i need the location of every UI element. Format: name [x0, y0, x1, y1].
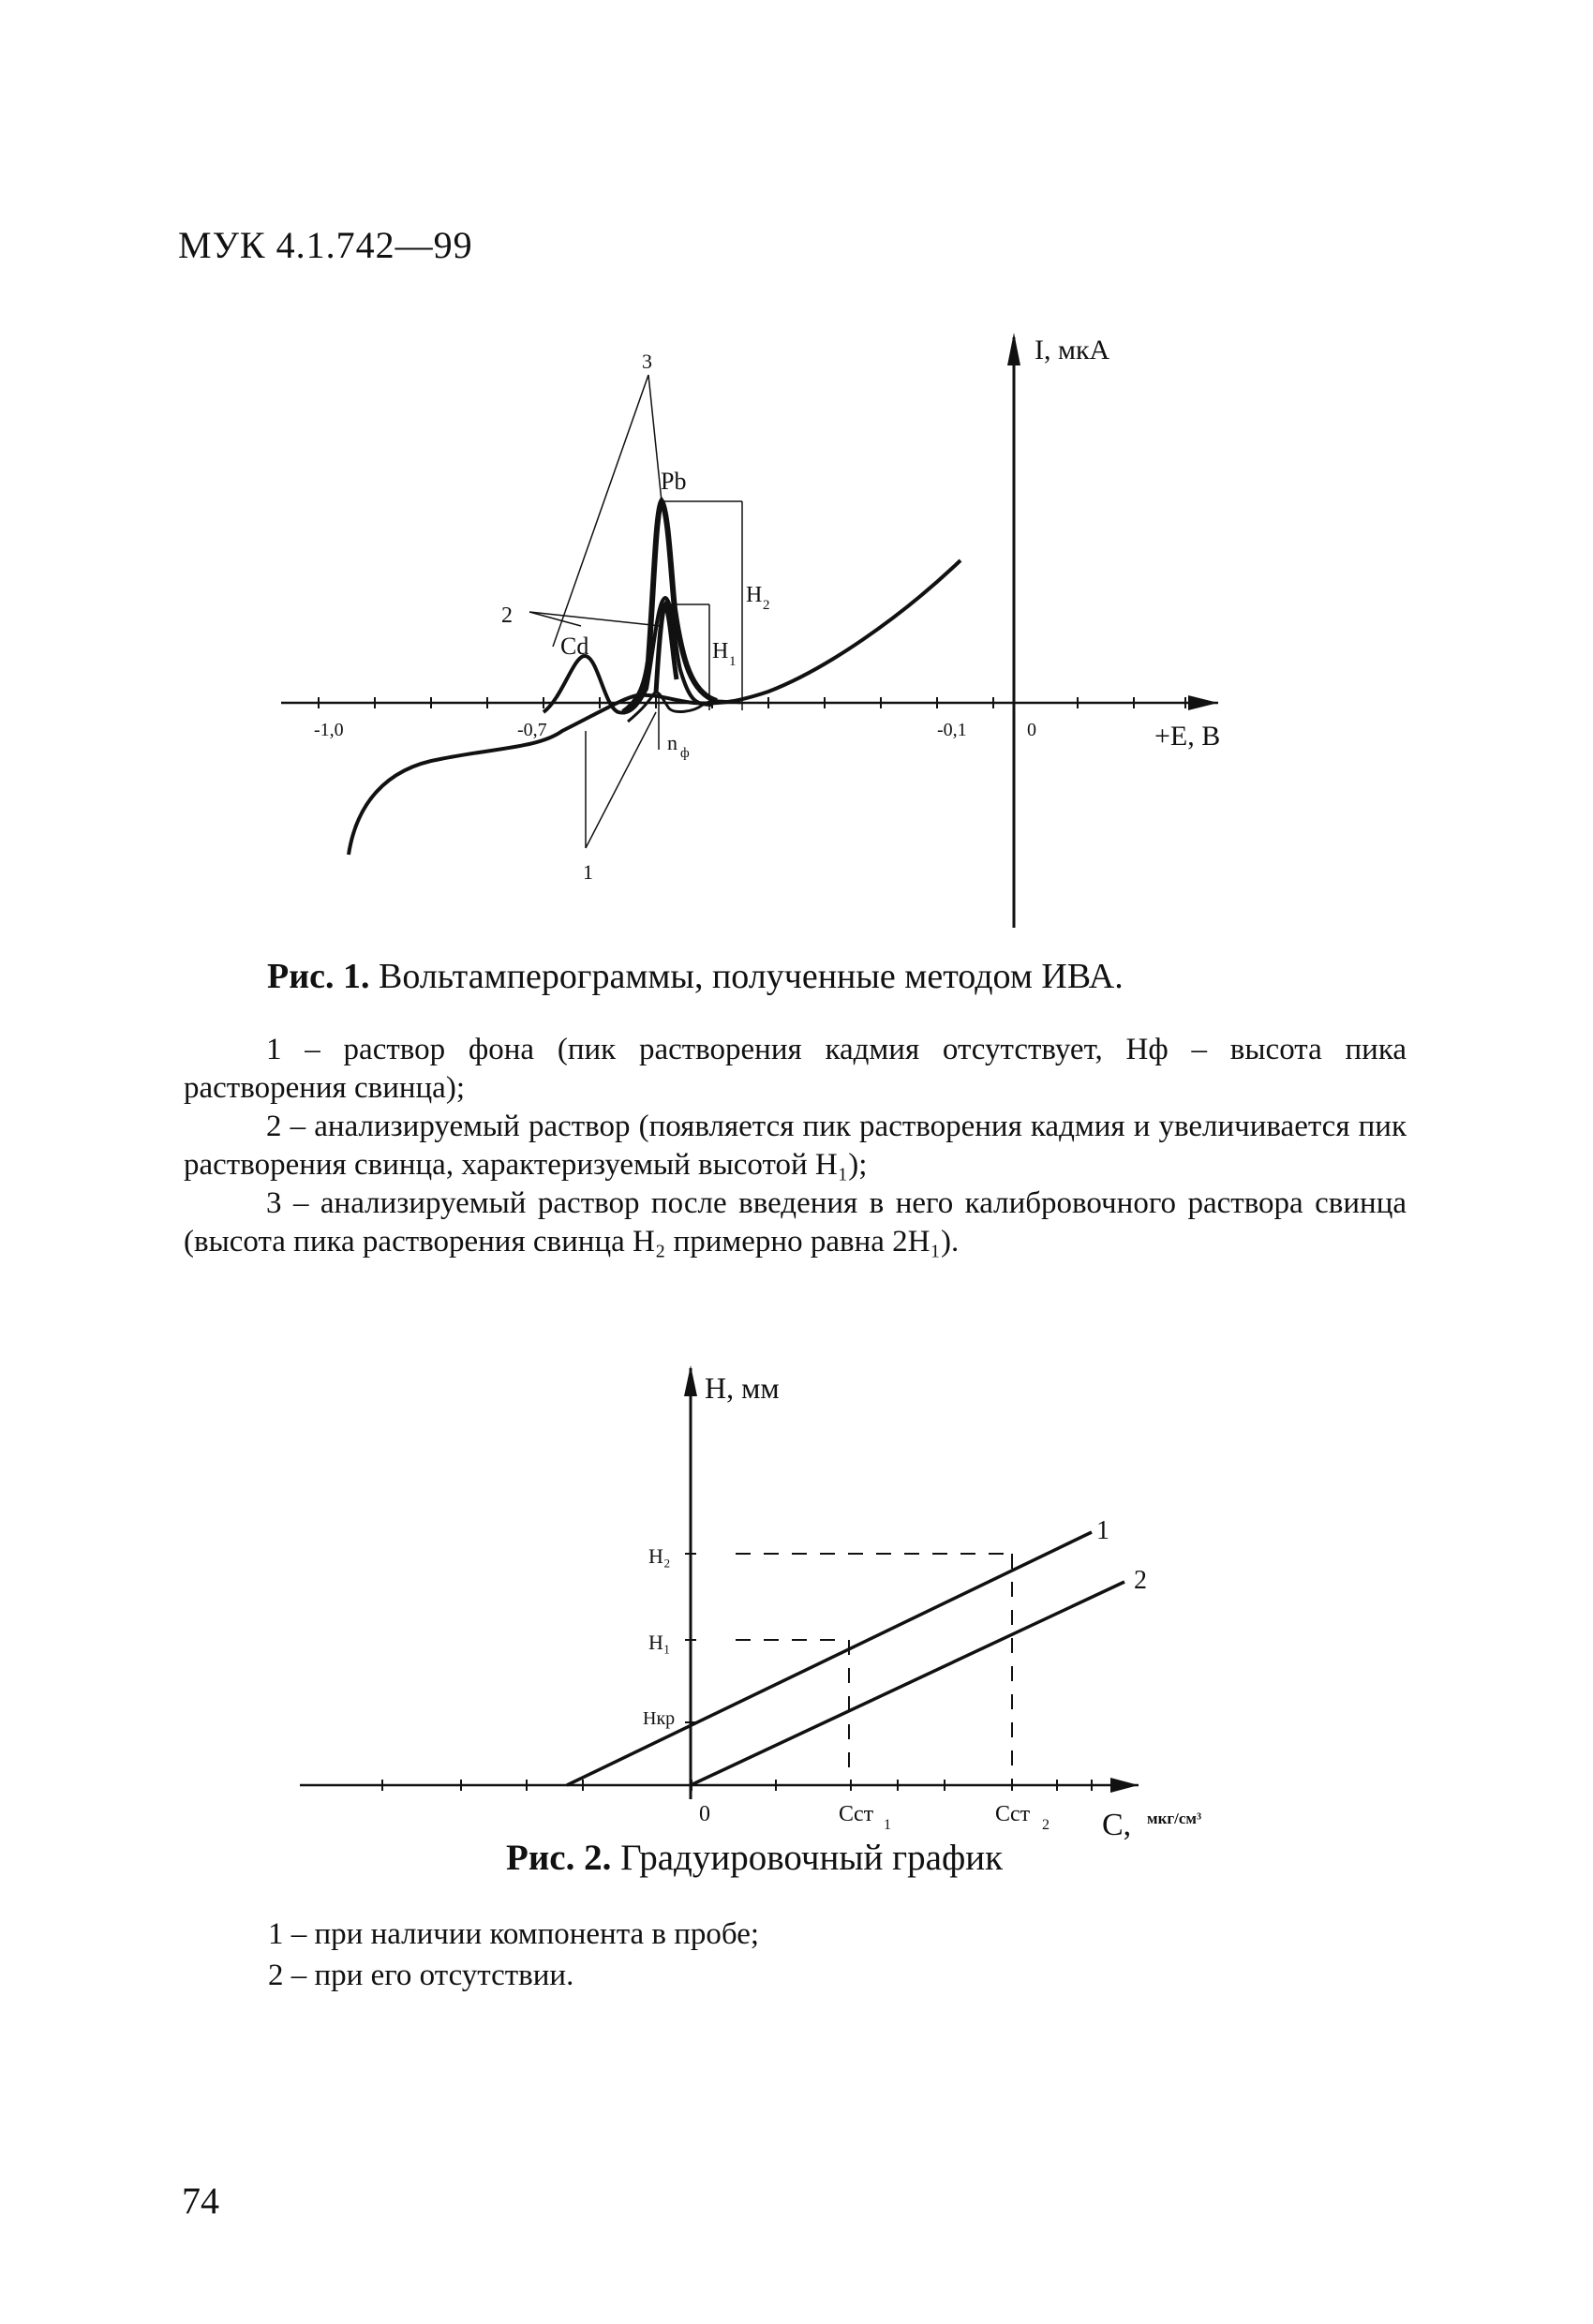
fig2-y-label: H, мм [705, 1371, 780, 1405]
fig1-peak-pb: Pb [661, 468, 687, 495]
figure1-caption [267, 956, 1124, 997]
figure2-labels [643, 1371, 1201, 1842]
fig2-line-2 [691, 1582, 1124, 1785]
fig1-peak-cd: Cd [560, 633, 589, 660]
fig2-y-arrow [684, 1365, 697, 1396]
fig1-tick-neg07: -0,7 [517, 720, 547, 740]
legend1-item-1: 1 – раствор фона (пик растворения кадмия отсутствует, Нф – высота пика растворения свинца); [184, 1033, 1407, 1105]
fig1-hf-label-sub: ф [680, 746, 690, 761]
fig1-y-arrow [1007, 333, 1020, 365]
fig1-x-arrow [1188, 695, 1218, 710]
legend1-item-2: 2 – анализируемый раствор (появляется пик растворения кадмия и увеличивается пик растворения свинца, характеризуемый высотой H₁); [184, 1110, 1407, 1182]
fig1-curve-label-1: 1 [583, 860, 593, 884]
figure1-labels [314, 335, 1220, 884]
fig1-h1-label-sub: 1 [729, 654, 737, 669]
fig1-y-label: I, мкА [1035, 335, 1110, 365]
fig1-x-label: +E, B [1154, 721, 1221, 752]
fig1-curve-label-3: 3 [642, 350, 652, 373]
legend2-item-2: 2 – при его отсутствии. [268, 1959, 574, 1992]
figure1-legend [184, 1031, 1407, 1261]
page-number: 74 [182, 2180, 219, 2222]
fig1-tick-neg1: -1,0 [314, 720, 344, 740]
fig2-line-label-1: 1 [1096, 1516, 1109, 1545]
fig1-leader-1b [586, 712, 656, 848]
legend1-item-3: 3 – анализируемый раствор после введения в него калибровочного раствора свинца (высота пика растворения свинца H₂ примерно равна 2H₁). [184, 1186, 1407, 1259]
fig1-hf-label-main: n [667, 731, 677, 754]
fig2-tick-h1: H₁ [648, 1631, 671, 1654]
figure2-caption-text: Градуировочный график [620, 1838, 1004, 1878]
fig2-tick-cst1-main: Cст [839, 1802, 874, 1826]
fig2-tick-h2: H₂ [648, 1544, 671, 1568]
fig2-x-label-unit: мкг/см³ [1147, 1810, 1202, 1827]
fig2-tick-cst2-sub: 2 [1042, 1817, 1050, 1833]
fig1-leader-2b [529, 612, 661, 626]
figure2-caption-prefix: Рис. 2. [506, 1838, 612, 1878]
fig2-tick-cst1-sub: 1 [884, 1817, 891, 1833]
fig2-tick-cst2-main: Cст [995, 1802, 1031, 1826]
fig1-h1-label-main: H [712, 639, 729, 663]
fig1-tick-0: 0 [1027, 720, 1036, 740]
fig2-x-label-main: C, [1102, 1808, 1132, 1842]
fig1-tick-neg01: -0,1 [937, 720, 967, 740]
figure2-calibration [300, 1365, 1139, 1799]
fig2-line-1 [567, 1532, 1092, 1785]
fig1-leader-3a [553, 375, 648, 647]
legend2-item-1: 1 – при наличии компонента в пробе; [268, 1917, 760, 1951]
fig1-h2-label-main: H [746, 583, 763, 607]
fig2-x-arrow [1110, 1778, 1139, 1793]
fig1-h2-label-sub: 2 [763, 598, 770, 613]
document-code: МУК 4.1.742—99 [178, 224, 473, 266]
figure2-caption [506, 1837, 1003, 1879]
figure1-caption-prefix: Рис. 1. [267, 957, 370, 996]
fig2-tick-hkr: Hкр [643, 1708, 676, 1729]
fig2-tick-0: 0 [699, 1802, 710, 1826]
fig1-leader-3b [648, 375, 662, 501]
fig1-curve-label-2: 2 [501, 603, 513, 628]
figure1-caption-text: Вольтамперограммы, полученные методом ИВА. [378, 957, 1124, 996]
figure2-legend [268, 1914, 759, 1996]
fig2-line-label-2: 2 [1134, 1566, 1147, 1595]
figure1-voltammogram [281, 333, 1221, 928]
